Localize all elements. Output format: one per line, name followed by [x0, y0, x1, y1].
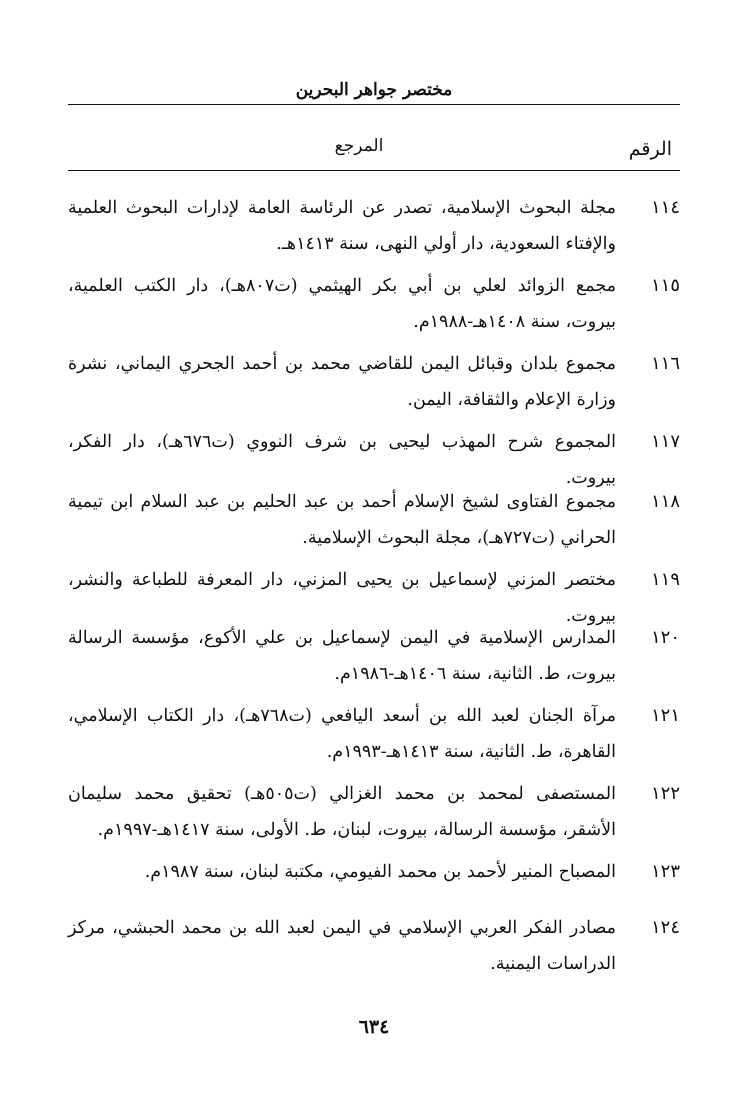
reference-entry: [68, 482, 680, 560]
page-number: ٦٣٤: [358, 1016, 390, 1038]
reference-entry: [68, 774, 680, 852]
reference-entry: [68, 188, 680, 266]
entry-number: ١١٤: [650, 197, 680, 218]
column-header-reference: المرجع: [334, 136, 384, 156]
entry-text: مصادر الفكر العربي الإسلامي في اليمن لعبد الله بن محمد الحبشي، مركز الدراسات اليمنية.: [68, 918, 616, 974]
entry-text: مجمع الزوائد لعلي بن أبي بكر الهيثمي (ت٨٠٧هـ)، دار الكتب العلمية، بيروت، سنة ١٤٠٨هـ-١٩٨٨م.: [68, 276, 616, 332]
reference-list: [68, 188, 680, 986]
reference-entry: [68, 852, 680, 908]
reference-entry: [68, 560, 680, 626]
entry-number: ١٢٤: [650, 917, 680, 938]
entry-text: مجلة البحوث الإسلامية، تصدر عن الرئاسة العامة لإدارات البحوث العلمية والإفتاء السعودية، دار أولي النهى، سنة ١٤١٣هـ.: [68, 198, 616, 254]
entry-number: ١١٨: [650, 491, 680, 512]
column-header-rule: [68, 170, 680, 171]
entry-number: ١٢٣: [650, 861, 680, 882]
entry-text: المدارس الإسلامية في اليمن لإسماعيل بن علي الأكوع، مؤسسة الرسالة بيروت، ط. الثانية، سنة ١٤٠٦هـ-١٩٨٦م.: [68, 628, 616, 684]
entry-text: مرآة الجنان لعبد الله بن أسعد اليافعي (ت٧٦٨هـ)، دار الكتاب الإسلامي، القاهرة، ط. الثانية، سنة ١٤١٣هـ-١٩٩٣م.: [68, 706, 616, 762]
entry-number: ١٢٠: [650, 627, 680, 648]
reference-entry: [68, 908, 680, 986]
reference-entry: [68, 266, 680, 344]
entry-text: المستصفى لمحمد بن محمد الغزالي (ت٥٠٥هـ) تحقيق محمد سليمان الأشقر، مؤسسة الرسالة، بيروت، لبنان، ط. الأولى، سنة ١٤١٧هـ-١٩٩٧م.: [68, 784, 616, 840]
column-header-number: الرقم: [628, 138, 672, 160]
entry-number: ١١٥: [650, 275, 680, 296]
reference-entry: [68, 696, 680, 774]
entry-text: المجموع شرح المهذب ليحيى بن شرف النووي (ت٦٧٦هـ)، دار الفكر، بيروت.: [68, 432, 617, 488]
entry-text: المصباح المنير لأحمد بن محمد الفيومي، مكتبة لبنان، سنة ١٩٨٧م.: [144, 862, 616, 882]
entry-number: ١١٩: [650, 569, 680, 590]
reference-entry: [68, 422, 680, 488]
entry-text: مجموع بلدان وقبائل اليمن للقاضي محمد بن أحمد الجحري اليماني، نشرة وزارة الإعلام والثقافة، اليمن.: [68, 354, 616, 410]
entry-text: مجموع الفتاوى لشيخ الإسلام أحمد بن عبد الحليم بن عبد السلام ابن تيمية الحراني (ت٧٢٧هـ)، مجلة البحوث الإسلامية.: [68, 492, 616, 548]
entry-text: مختصر المزني لإسماعيل بن يحيى المزني، دار المعرفة للطباعة والنشر، بيروت.: [68, 570, 616, 626]
entry-number: ١٢٢: [650, 783, 680, 804]
running-title: مختصر جواهر البحرين: [295, 80, 453, 100]
entry-number: ١١٧: [650, 431, 680, 452]
entry-number: ١١٦: [650, 353, 680, 374]
entry-number: ١٢١: [650, 705, 680, 726]
header-rule: [68, 104, 680, 105]
reference-entry: [68, 344, 680, 422]
reference-entry: [68, 618, 680, 696]
